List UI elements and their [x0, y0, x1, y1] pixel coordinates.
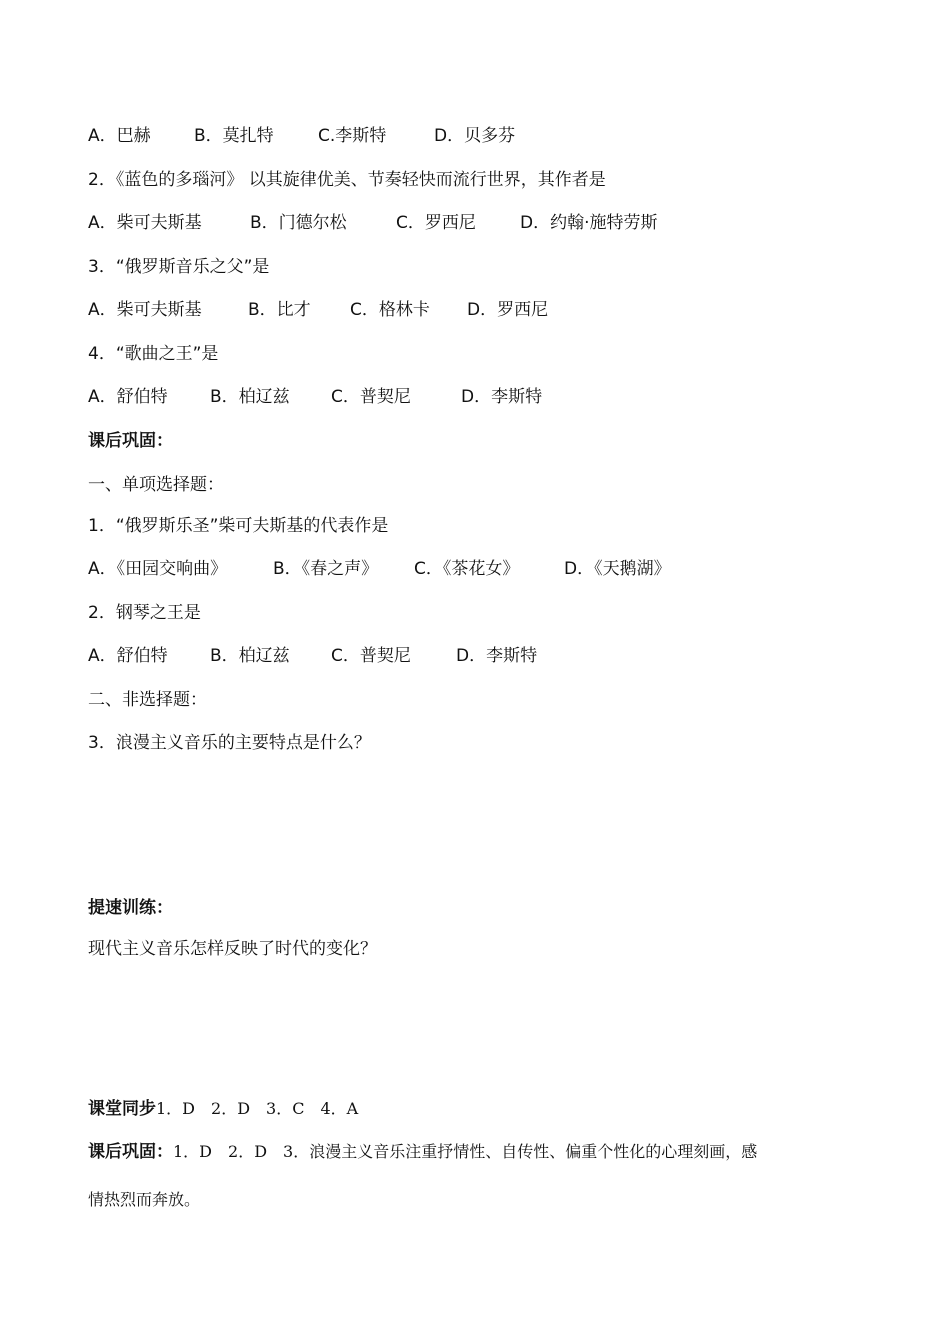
p1-options [88, 557, 671, 581]
q4-option-a: A．舒伯特 [88, 387, 168, 407]
q4-option-d: D．李斯特 [461, 387, 543, 407]
q3-option-b: B．比才 [248, 300, 311, 320]
answers-post-label: 课后巩固： [88, 1142, 173, 1162]
p2-option-a: A．舒伯特 [88, 646, 168, 666]
q1-options [88, 124, 515, 148]
p2-option-b: B．柏辽兹 [210, 646, 290, 666]
q2-option-c: C．罗西尼 [396, 213, 476, 233]
q3-option-d: D．罗西尼 [467, 300, 549, 320]
q3-options [88, 298, 548, 322]
question-2: 2．《蓝色的多瑙河》 以其旋律优美、节奏轻快而流行世界，其作者是 [88, 170, 606, 190]
q3-option-a: A．柴可夫斯基 [88, 300, 202, 320]
post-question-3: 3．浪漫主义音乐的主要特点是什么？ [88, 733, 371, 753]
q4-option-b: B．柏辽兹 [210, 387, 290, 407]
section-1-heading: 一、单项选择题： [88, 475, 224, 495]
q3-option-c: C．格林卡 [350, 300, 430, 320]
question-3: 3．“俄罗斯音乐之父”是 [88, 257, 270, 277]
post-question-1: 1．“俄罗斯乐圣”柴可夫斯基的代表作是 [88, 516, 389, 536]
answers-post [88, 1140, 757, 1164]
p1-option-d: D．《天鹅湖》 [564, 559, 671, 579]
p1-option-c: C．《茶花女》 [414, 559, 520, 579]
post-class-heading: 课后巩固： [88, 431, 173, 451]
q2-option-d: D．约翰·施特劳斯 [520, 213, 658, 233]
q2-option-b: B．门德尔松 [250, 213, 347, 233]
answers-post-text: 1．D 2．D 3．浪漫主义音乐注重抒情性、自传性、偏重个性化的心理刻画，感 [173, 1142, 758, 1161]
answers-class [88, 1097, 358, 1121]
question-4: 4．“歌曲之王”是 [88, 344, 219, 364]
p2-options [88, 644, 537, 668]
answers-class-text: 1．D 2．D 3．C 4．A [156, 1099, 359, 1118]
p1-option-a: A．《田园交响曲》 [88, 559, 228, 579]
q1-option-b: B．莫扎特 [194, 126, 274, 146]
speed-training-question: 现代主义音乐怎样反映了时代的变化？ [88, 939, 377, 959]
q2-options [88, 211, 658, 235]
q4-options [88, 385, 542, 409]
answers-post-continued: 情热烈而奔放。 [88, 1190, 201, 1209]
p1-option-b: B．《春之声》 [273, 559, 379, 579]
post-question-2: 2．钢琴之王是 [88, 603, 201, 623]
q2-option-a: A．柴可夫斯基 [88, 213, 202, 233]
section-2-heading: 二、非选择题： [88, 690, 207, 710]
p2-option-c: C．普契尼 [331, 646, 411, 666]
speed-training-heading: 提速训练： [88, 898, 173, 918]
q1-option-a: A．巴赫 [88, 126, 151, 146]
q1-option-d: D．贝多芬 [434, 126, 516, 146]
q4-option-c: C．普契尼 [331, 387, 411, 407]
p2-option-d: D．李斯特 [456, 646, 538, 666]
q1-option-c: C.李斯特 [318, 126, 387, 146]
answers-class-label: 课堂同步 [88, 1099, 156, 1119]
